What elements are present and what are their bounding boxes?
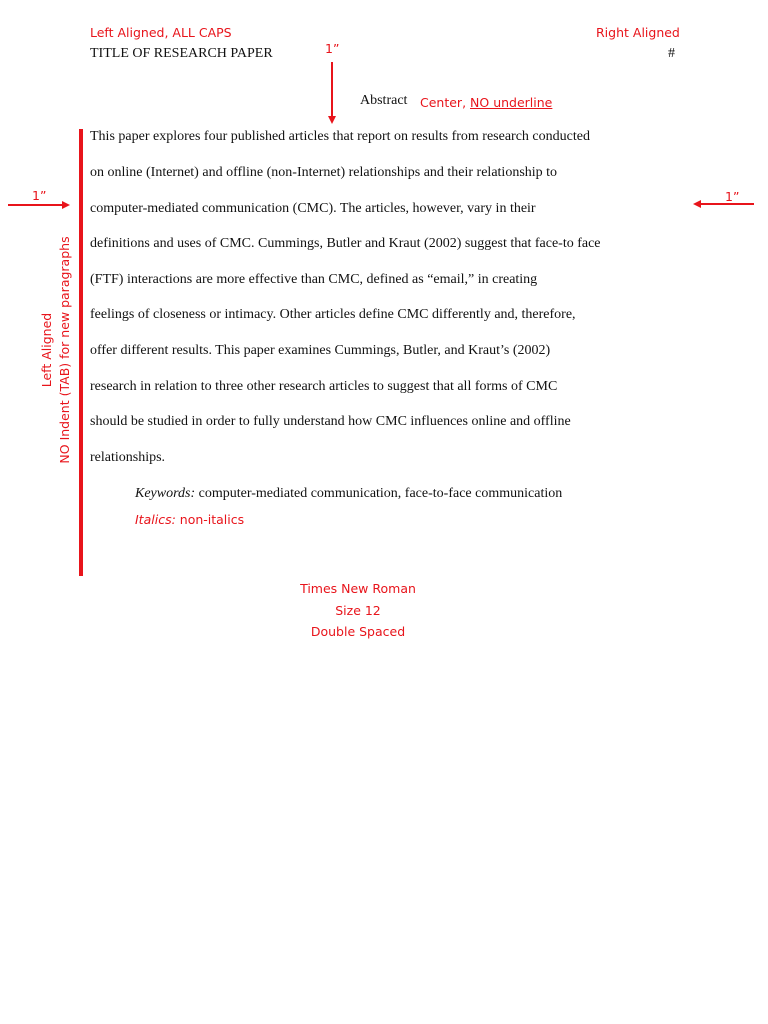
keywords-value: computer-mediated communication, face-to-face communication: [195, 486, 563, 501]
abstract-line-8: research in relation to three other research articles to suggest that all forms of CMC: [90, 379, 558, 394]
annotation-font-name: Times New Roman: [300, 581, 416, 596]
annotation-margin-left: 1”: [32, 188, 47, 203]
abstract-line-3: computer-mediated communication (CMC). The articles, however, vary in their: [90, 201, 536, 216]
annotation-non-italics-label: non-italics: [175, 512, 245, 527]
keywords-line: [135, 486, 562, 502]
abstract-line-6: feelings of closeness or intimacy. Other articles define CMC differently and, therefore,: [90, 307, 576, 322]
abstract-line-7: offer different results. This paper examines Cummings, Butler, and Kraut’s (2002): [90, 343, 551, 358]
annotation-no-indent: NO Indent (TAB) for new paragraphs: [57, 236, 72, 464]
left-margin-bar: [79, 129, 83, 576]
abstract-line-10: relationships.: [90, 450, 166, 465]
annotation-italics-label: Italics:: [135, 512, 176, 527]
annotation-margin-right: 1”: [725, 189, 740, 204]
abstract-line-2: on online (Internet) and offline (non-Internet) relationships and their relationship to: [90, 165, 558, 180]
annotation-spacing: Double Spaced: [310, 624, 406, 639]
page-number: #: [668, 46, 675, 61]
annotation-right-aligned: Right Aligned: [596, 25, 680, 40]
abstract-title: Abstract: [360, 93, 408, 108]
keywords-label: Keywords:: [135, 486, 196, 501]
annotation-center-text: Center,: [420, 95, 467, 110]
running-head: TITLE OF RESEARCH PAPER: [90, 46, 273, 61]
annotation-font-size: Size 12: [335, 603, 381, 618]
annotation-left-aligned: Left Aligned: [39, 312, 54, 388]
annotation-left-aligned-caps: Left Aligned, ALL CAPS: [90, 25, 232, 40]
annotation-italics: [135, 512, 244, 527]
abstract-line-4: definitions and uses of CMC. Cummings, Butler and Kraut (2002) suggest that face-to face: [90, 236, 601, 251]
annotation-margin-top: 1”: [325, 41, 340, 56]
abstract-line-5: (FTF) interactions are more effective than CMC, defined as “email,” in creating: [90, 272, 538, 287]
annotation-no-underline-text: NO underline: [470, 95, 553, 110]
abstract-line-9: should be studied in order to fully understand how CMC influences online and offline: [90, 414, 571, 429]
abstract-line-1: This paper explores four published articles that report on results from research conducted: [90, 129, 590, 144]
